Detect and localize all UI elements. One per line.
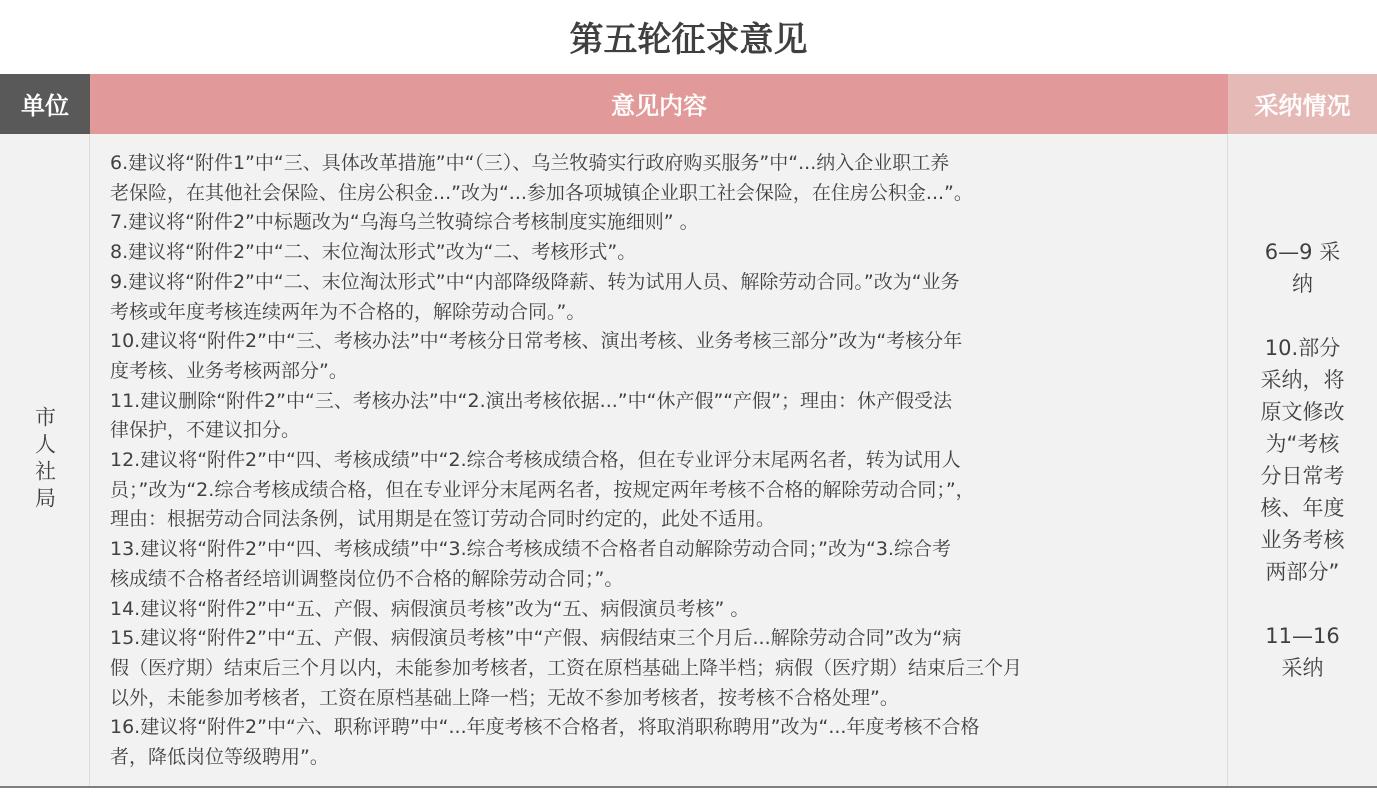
unit-name: 市人社局: [32, 406, 57, 514]
opinion-item-14: 14.建议将“附件2”中“五、产假、病假演员考核”改为“五、病假演员考核” 。: [110, 597, 750, 620]
opinion-item-16: 16.建议将“附件2”中“六、职称评聘”中“...年度考核不合格者，将取消职称聘用”改为“...年度考核不合格 者，降低岗位等级聘用”。: [110, 716, 980, 769]
header-unit: 单位: [0, 74, 90, 134]
opinion-item-6: 6.建议将“附件1”中“三、具体改革措施”中“（三）、乌兰牧骑实行政府购买服务”中“...纳入企业职工养 老保险，在其他社会保险、住房公积金...”改为“...参加各项城镇企业职工社会保险，在住房公积金...”。: [110, 152, 973, 204]
header-content: 意见内容: [90, 74, 1228, 134]
table-row: [0, 134, 1377, 788]
opinion-item-8: 8.建议将“附件2”中“二、末位淘汰形式”改为“二、考核形式”。: [110, 241, 637, 264]
opinion-item-13: 13.建议将“附件2”中“四、考核成绩”中“3.综合考核成绩不合格者自动解除劳动合同；”改为“3.综合考 核成绩不合格者经培训调整岗位仍不合格的解除劳动合同；”。: [110, 538, 951, 590]
status-11-16: 11—16 采纳: [1265, 624, 1340, 680]
opinion-item-15: 15.建议将“附件2”中“五、产假、病假演员考核”中“产假、病假结束三个月后...解除劳动合同”改为“病 假（医疗期）结束后三个月以内，未能参加考核者，工资在原档基础上降半档；病假（医疗期）结束后三个月 以外，未能参加考核者，工资在原档基础上降一档；无故不参加考核者，按考核不合格处理”。: [110, 627, 1023, 709]
opinion-item-7: 7.建议将“附件2”中标题改为“乌海乌兰牧骑综合考核制度实施细则” 。: [110, 211, 699, 234]
opinion-item-11: 11.建议删除“附件2”中“三、考核办法”中“2.演出考核依据...”中“休产假”“产假”；理由：休产假受法 律保护，不建议扣分。: [110, 389, 952, 442]
status-6-9: 6—9 采 纳: [1264, 240, 1341, 296]
header-status: 采纳情况: [1228, 74, 1377, 134]
opinion-item-10: 10.建议将“附件2”中“三、考核办法”中“考核分日常考核、演出考核、业务考核三部分”改为“考核分年 度考核、业务考核两部分”。: [110, 330, 963, 382]
content-cell: [90, 134, 1228, 786]
page-title: 第五轮征求意见: [569, 20, 808, 60]
opinion-item-12: 12.建议将“附件2”中“四、考核成绩”中“2.综合考核成绩合格，但在专业评分末尾两名者，转为试用人 员；”改为“2.综合考核成绩合格，但在专业评分末尾两名者，按规定两年考核不合格的解除劳动合同；”， 理由：根据劳动合同法条例，试用期是在签订劳动合同时约定的，此处不适用。: [110, 449, 975, 531]
status-cell: [1228, 134, 1377, 786]
opinion-item-9: 9.建议将“附件2”中“二、末位淘汰形式”中“内部降级降薪、转为试用人员、解除劳动合同。”改为“业务 考核或年度考核连续两年为不合格的，解除劳动合同。”。: [110, 270, 960, 323]
unit-cell: [0, 134, 90, 786]
table-header: [0, 74, 1377, 134]
status-10: 10.部分 采纳，将 原文修改 为“考核 分日常考 核、年度 业务考核 两部分”: [1260, 336, 1345, 584]
